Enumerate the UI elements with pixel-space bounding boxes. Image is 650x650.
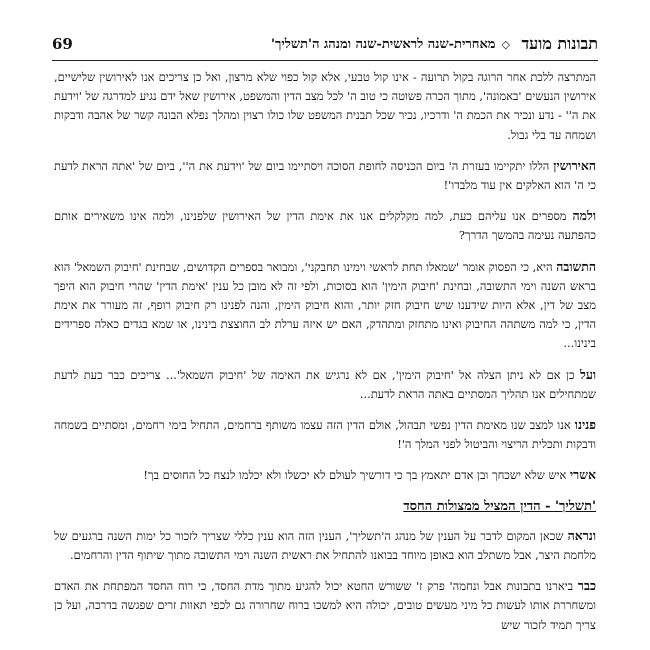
paragraph-text: איש שלא ישכחך ובן אדם יתאמץ בך כי דורשיך לעולם לא יכשלו ולא יכלמו לנצח כל החוסים בך! [143, 468, 567, 483]
paragraph-text: כן אם לא ניתן הצלה אל 'חיבוק הימין', אם לא נרגיש את האימה של 'חיבוק השמאל'... צריכים כבר כעת לדעת שמתחילים אנו תהליך המסתיים באתה הראת לדעת... [54, 367, 596, 401]
paragraph [54, 257, 596, 354]
diamond-separator-icon: ◇ [501, 38, 510, 51]
paragraph-text: הללו יתקיימו בעזרת ה' ביום הכניסה לחופת הסוכה ויסתיימו ביום של 'וידעת את ה'', ביום של 'אתה הראת לדעת כי ה' הוא האלקים אין עוד מלבדו'! [54, 158, 596, 193]
paragraph-lead-word: ונראה [567, 527, 596, 543]
paragraph-lead-word: פנינו [574, 417, 597, 433]
paragraph-text: היא, כי הפסוק אומר 'שמאלו תחת לראשי וימינו תחבקני', ומבואר בספרים הקדושים, שבחינת 'חיבוק השמאל' הוא בראש השנה וימי התשובה, ובחינת 'חיבוק הימין' הוא בסוכות, ולפי זה לא מובן כל ענין 'אימת הדין' שהרי חיבוק הוא היפך מצב של דין, אלא היות שידענו שיש חיבוק חזק יותר, והוא חיבוק הימין, והנה לפנינו רק חיבוק רופף, זה מעורר את אימת הדין, כי למה משתהה החיבוק ואינו מתחזק ומתהדק, האם יש איזה ערלת לב החוצצת בינינו, או שמא בגדים כאלה ספרידים בינינו... [54, 259, 596, 351]
paragraph [54, 526, 596, 565]
paragraph [54, 156, 596, 195]
paragraph-lead-word: ועל [580, 366, 597, 382]
page-number: 69 [52, 35, 73, 53]
section-heading: 'תשליך' - הדין המציל ממצולות החסד [403, 498, 596, 514]
paragraph-text: מספרים אנו עליהם כעת, למה מקלקלים אנו את אימת הדין של האירושין שלפנינו, ולמה אינו משאירים אותם כהפתעה נעימה בהמשך הדרך? [54, 209, 596, 243]
paragraph-text: ביארנו בתבונות אבל ונחמה' פרק ז' ששורש החטא יכול להגיע מתוך מדת החסד, כי רוח החסד המפתחת את האדם ומשחררת אותו לעשות כל מיני מעשים טובים, יכולה היא למשכו ברוח שחרורה גם לכפי תאוות זרים שפגשה בדרכה, ועל כן צריך תמיד לזכור שיש [54, 579, 596, 632]
paragraph [54, 68, 596, 145]
paragraph-lead-word: כבר [577, 578, 597, 594]
paragraph [54, 415, 596, 454]
body-text [54, 68, 596, 642]
paragraph [54, 365, 596, 404]
paragraph-lead-word: האירושין [553, 157, 596, 173]
paragraph-lead-word: ולמה [572, 208, 596, 224]
chapter-title-text: מאחרית-שנה לראשית-שנה ומנהג ה'תשליך' [271, 37, 496, 52]
book-title: תבונות מועד [521, 34, 598, 53]
paragraph-lead-word: אשרי [569, 467, 596, 483]
paragraph [54, 576, 596, 635]
paragraph [54, 465, 596, 485]
paragraph-lead-word: התשובה [556, 258, 596, 274]
running-header [52, 30, 598, 61]
paragraph-text: אנו למצב שנו מאימת הדין נפשי תבהול, אולם הדין הזה עצמו משותף ברחמים, התחיל בימי רחמים, ומסתיים בשמחה ודבקות ותכלית הריצוי והביטול לפני המלך ה'! [54, 418, 596, 452]
paragraph-text: המתרצה ללכת אחר הרוגה בקול תרועה - אינו קול טבעי, אלא קול כפוי שלא מרצון, ואל כן צריכים אנו לאירושין שלישיים, אירושין הנעשים 'באמונה', מתוך הכרה פשוטה כי טוב ה' לכל מצב הדין והמשפט, אירושין שאל ידם נגיע למדרגה של 'וידעת את ה'' - נדע ונכיר את הכמת ה' ודרכיו, נכיר שכל תבנית המשפט שלו כולו רצוין ומהלך נפלא הבונה קשר של אהבה ודבקות ושמחה עד בלי גבול. [54, 70, 596, 142]
chapter-title [271, 36, 510, 52]
paragraph [54, 206, 596, 245]
paragraph-text: שכאן המקום לדבר על הענין של מנהג ה'תשליך', הענין הזה הוא ענין כללי שצריך לזכור כל ימות השנה ברגעים של מלחמת היצר, אבל משתלב הוא באופן מיוחד בבואנו להתחיל את ראשית השנה וימי התשובה מתוך שיתוף הדין והרחמים. [54, 528, 596, 563]
